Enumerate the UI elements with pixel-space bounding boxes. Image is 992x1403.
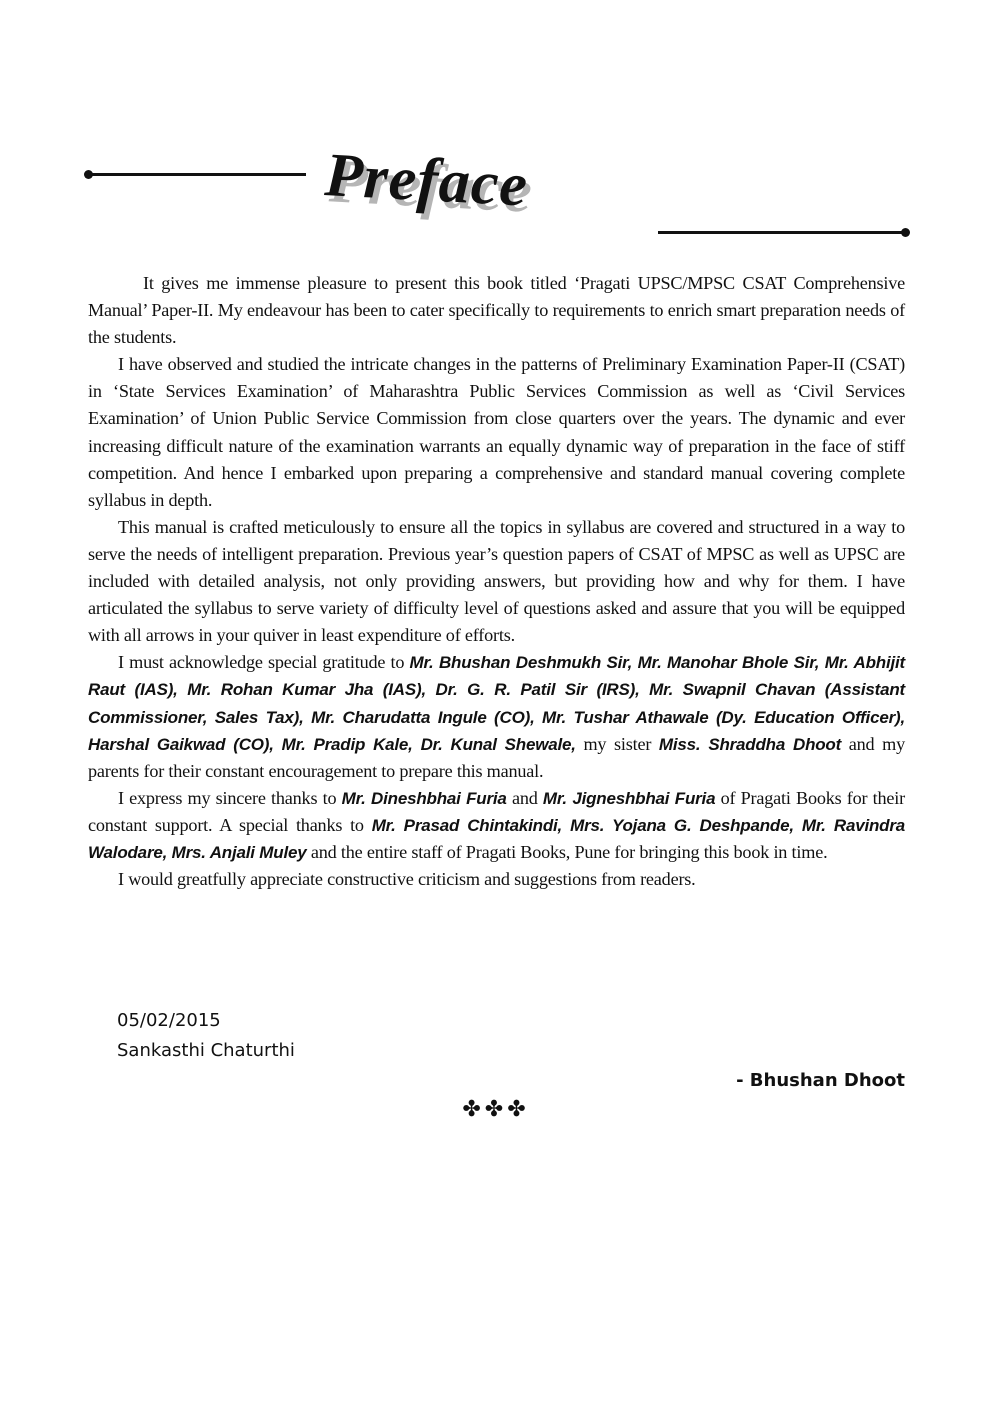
thanked-names: Mr. Prasad Chintakindi, Mrs. Yojana G. Deshpande, Mr. Ravindra Walodare, Mrs. Anjali Muley [88,815,906,862]
paragraph-text: and my parents for their constant encouragement to prepare this manual. [88,733,905,781]
paragraph-text: I would greatfully appreciate constructive criticism and suggestions from readers. [118,869,696,890]
thanked-name: Mr. Jigneshbhai Furia [542,788,716,808]
paragraph-text: I express my sincere thanks to [118,787,342,808]
ornament-icon: ✤✤✤ [462,1096,530,1121]
paragraph-text: It gives me immense pleasure to present this book titled ‘Pragati UPSC/MPSC CSAT Comprehensive Manual’ Paper-II. My endeavour has been to cater specifically to requirements to enrich smart preparation needs of the students. [88,273,905,348]
paragraph-text: of Pragati Books for their constant support. A special thanks to [88,787,905,835]
rule-line [88,173,306,176]
thanked-name: Mr. Dineshbhai Furia [341,788,507,808]
paragraph-manual [88,514,905,649]
occasion: Sankasthi Chaturthi [117,1040,295,1061]
paragraph-acknowledgement [88,649,905,784]
paragraph-intro [88,270,905,351]
paragraph-closing [88,866,905,893]
paragraph-text: I must acknowledge special gratitude to [118,652,410,673]
paragraph-text: I have observed and studied the intricate changes in the patterns of Preliminary Examination Paper-II (CSAT) in ‘State Services Examination’ of Maharashtra Public Services Commission as well as ‘Civil Services Examination’ of Union Public Service Commission from close quarters over the years. The dynamic and ever increasing difficult nature of the examination warrants an equally dynamic way of preparation in the face of stiff competition. And hence I embarked upon preparing a comprehensive and standard manual covering complete syllabus in depth. [88,354,905,510]
paragraph-text: and [506,787,543,808]
author-signature: - Bhushan Dhoot [736,1070,905,1091]
rule-dot [901,228,910,237]
paragraph-text: my sister [575,733,659,754]
acknowledged-names: Mr. Bhushan Deshmukh Sir, Mr. Manohar Bhole Sir, Mr. Abhijit Raut (IAS), Mr. Rohan Kumar Jha (IAS), Dr. G. R. Patil Sir (IRS), Mr. Swapnil Chavan (Assistant Commissioner, Sales Tax), Mr. Charudatta Ingule (CO), Mr. Tushar Athawale (Dy. Education Officer), Harshal Gaikwad (CO), Mr. Pradip Kale, Dr. Kunal Shewale, [88,653,905,754]
acknowledged-name: Miss. Shraddha Dhoot [658,734,842,754]
date: 05/02/2015 [117,1010,221,1031]
preface-body [88,270,905,893]
page-title: Preface [323,141,530,220]
rule-line [658,231,904,234]
paragraph-text: This manual is crafted meticulously to ensure all the topics in syllabus are covered and structured in a way to serve the needs of intelligent preparation. Previous year’s question papers of CSAT of MPSC as well as UPSC are included with detailed analysis, not only providing answers, but providing how and why for them. I have articulated the syllabus to serve variety of difficulty level of questions asked and assure that you will be equipped with all arrows in your quiver in least expenditure of efforts. [88,516,905,646]
paragraph-text: and the entire staff of Pragati Books, Pune for bringing this book in time. [306,841,828,862]
paragraph-thanks [88,785,905,866]
paragraph-observation [88,351,905,514]
